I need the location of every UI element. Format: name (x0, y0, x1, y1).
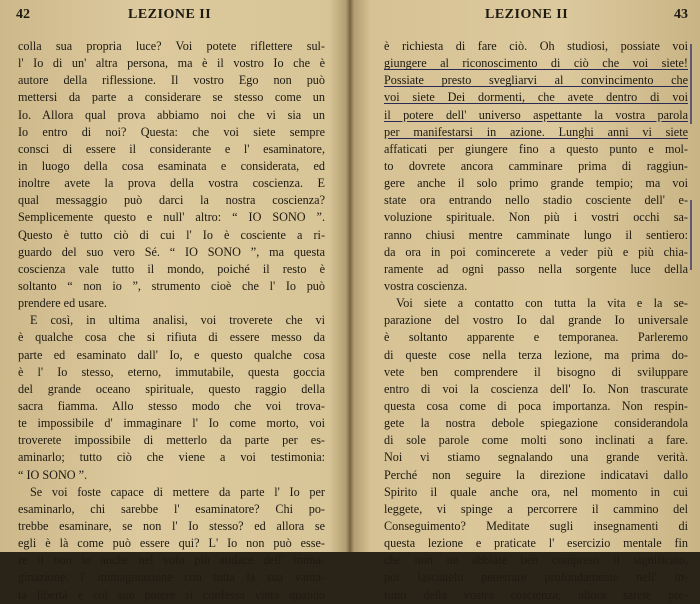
text-line: qual messaggio può darci la nostra coscienza? (18, 193, 325, 208)
text-line: di queste cose nella terza lezione, ma prima do- (384, 347, 688, 362)
text-line: mettersi da parte a considerare se stesso come un (18, 90, 325, 105)
text-line: ta libertà e col suo potere si confessa vinta quando (18, 587, 325, 602)
text-line: Noi vi stiamo segnalando una grande verità. (384, 450, 688, 465)
text-line: Io entro di noi? Questa: che voi siete sempre (18, 124, 325, 139)
text-line: autore della riflessione. Il vostro Ego non può (18, 73, 325, 88)
text-line: Semplicemente questo e null' altro: “ IO SONO ”. (18, 210, 325, 225)
text-line: è soltanto apparente e temporanea. Parleremo (384, 330, 688, 345)
right-page-text (384, 38, 688, 604)
text-line: sacra fiamma. Allo stesso modo che voi trova- (18, 398, 325, 413)
text-line: che non ne abbiate ben compreso il significato, (384, 553, 688, 568)
text-line: affaticati per giungere fino a questo punto e mol- (384, 141, 688, 156)
text-line (384, 89, 688, 106)
text-line: E così, in ultima analisi, voi troverete che vi (30, 313, 325, 328)
left-page-header (0, 7, 350, 25)
text-line: vete ben comprendere il bisogno di sviluppare (384, 364, 688, 379)
text-line: parazione del vostro Io dal grande Io universale (384, 313, 688, 328)
text-line: state ora entrando nello stadio cosciente dell' e- (384, 193, 688, 208)
text-line: parte ed esaminato dall' Io, e questo qualche cosa (18, 347, 325, 362)
text-line: trebbe esaminare, se non l' Io stesso? ed allora se (18, 518, 325, 533)
text-line: è l' Io stesso, eterno, immutabile, questa goccia (18, 364, 325, 379)
text-line: guardo del suo vero Sé. “ IO SONO ”, ma questa (18, 244, 325, 259)
text-line: l' Io di un' altra persona, ma è il vostro Io che è (18, 56, 325, 71)
text-line: esaminarlo, chi sarebbe l' esaminatore? Chi po- (18, 501, 325, 516)
text-line: in luogo della cosa esaminata e considerata, ed (18, 158, 325, 173)
ink-margin-bracket (690, 44, 692, 124)
left-page (0, 0, 350, 602)
right-page (350, 0, 700, 602)
text-line: Spirito il quale anche ora, nel momento in cui (384, 484, 688, 499)
right-page-header (350, 7, 700, 25)
text-line: questa cosa come di poca importanza. Non respin- (384, 398, 688, 413)
text-line: ramente ad ogni passo nella sorgente luce della (384, 261, 688, 276)
text-line: di sole parole come molti sono inclinati a fare. (384, 433, 688, 448)
text-line: coscienza vale tutto il mondo, poiché il resto è (18, 261, 325, 276)
text-line: vostra coscienza. (384, 278, 468, 293)
text-line: “ IO SONO ”. (18, 467, 88, 482)
underlined-passage: voi siete Dei dormenti, che avete dentro di voi (384, 90, 688, 105)
left-page-text (18, 38, 325, 604)
text-line: ginazione: l' immaginazione con tutta la sua vanta- (18, 570, 325, 585)
text-line (384, 55, 688, 72)
ink-margin-bracket (690, 200, 692, 270)
text-line: to dovrete ancora camminare prima di raggiun- (384, 158, 688, 173)
text-line: colla sua propria luce? Voi potete riflettere sul- (18, 39, 325, 53)
page-number: 42 (16, 7, 30, 22)
text-line: egli è là come può essere qui? L' Io non può esse- (18, 536, 325, 551)
text-line: prendere ed usare. (18, 296, 107, 311)
text-line: leggete, vi spinge a percorrere il cammino del (384, 501, 688, 516)
text-line: consci di essere il considerante e l' esaminatore, (18, 141, 325, 156)
text-line: te impossibile d' immaginare l' Io come morto, voi (18, 416, 325, 431)
text-line: Questo è tutto ciò di cui l' Io è cosciente a ri- (18, 227, 325, 242)
text-line: gere anche il solo primo grande tempio; ma voi (384, 176, 688, 191)
text-line: voluzione spirituale. Non più i vostri occhi sa- (384, 210, 688, 225)
text-line (384, 72, 688, 89)
text-line: Voi siete a contatto con tutta la vita e la se- (396, 296, 688, 311)
underlined-passage: il potere dell' universo aspettante la vostra parola (384, 107, 688, 122)
text-line: da ora in poi comincerete a veder più e più chia- (384, 244, 688, 259)
text-line: troverete impossibile di metterlo da parte per es- (18, 433, 325, 448)
text-line: del grande oceano spirituale, questo raggio della (18, 381, 325, 396)
text-line: Io. Allora qual prova abbiamo noi che vi sia un (18, 107, 325, 122)
text-line: entro di voi la coscienza dell' Io. Non trascurate (384, 381, 688, 396)
underlined-passage: per manifestarsi in azione. Lunghi anni vi siete (384, 124, 688, 139)
text-line: Conseguimento? Meditate sugli insegnamenti di (384, 518, 688, 533)
underlined-passage: giungere al riconoscimento di ciò che voi siete! (384, 56, 688, 71)
text-line (384, 124, 688, 141)
text-line: timo della vostra coscienza; allora sarete pre- (384, 587, 688, 602)
text-line: Se voi foste capace di mettere da parte l' Io per (30, 484, 325, 499)
text-line: re il non io anche nel volo più audace dell' imma- (18, 553, 325, 568)
text-line: inoltre avete la prova della vostra coscienza. E (18, 176, 325, 191)
running-head: LEZIONE II (485, 7, 569, 22)
text-line: è richiesta di fare ciò. Oh studiosi, possiate voi (384, 39, 688, 53)
text-line: ranno chiusi mentre camminate lungo il sentiero: (384, 227, 688, 242)
text-line: gete la nostra debole spiegazione considerandola (384, 416, 688, 431)
text-line: poi lasciatelo penetrare profondamente nell' in- (384, 570, 688, 585)
page-number: 43 (674, 7, 688, 22)
text-line: Perché non seguire la direzione indicatavi dallo (384, 467, 688, 482)
text-line: soltanto “ non io ”, strumento cioè che l' Io può (18, 278, 325, 293)
running-head: LEZIONE II (128, 7, 212, 22)
text-line: aminarlo; tutto ciò che viene a voi testimonia: (18, 450, 325, 465)
text-line (384, 107, 688, 124)
underlined-passage: Possiate presto svegliarvi al convincimento che (384, 73, 688, 88)
text-line: è qualche cosa che si rifiuta di essere messo da (18, 330, 325, 345)
text-line: questa lezione e praticate l' esercizio mentale fin (384, 536, 688, 551)
